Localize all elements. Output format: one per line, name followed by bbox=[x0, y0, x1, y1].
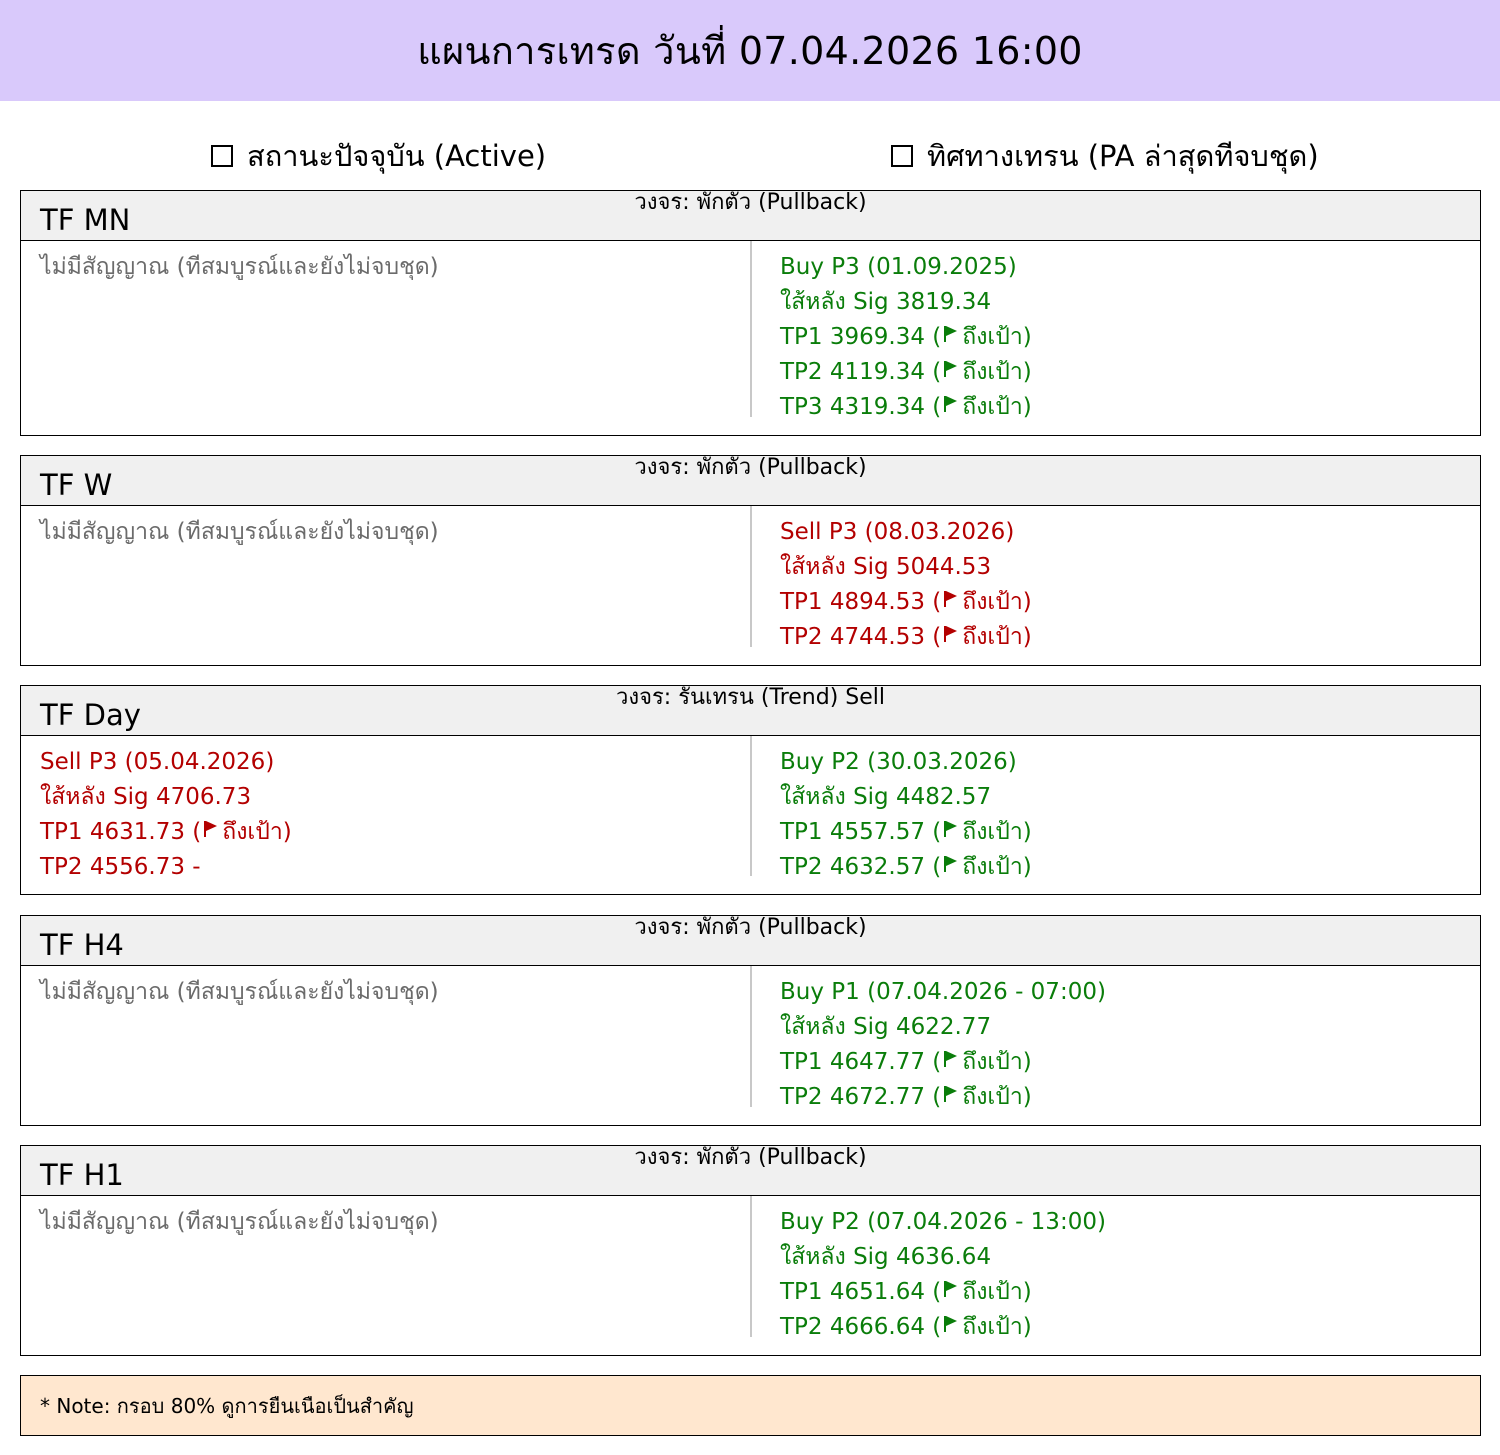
signal-text: TP1 4894.53 ( bbox=[780, 589, 942, 615]
signal-text: ใส้หลัง Sig 5044.53 bbox=[780, 554, 992, 580]
right-signal-column bbox=[780, 516, 1032, 656]
page-title: แผนการเทรด วันที่ 07.04.2026 16:00 bbox=[417, 29, 1083, 73]
signal-line bbox=[780, 321, 1032, 356]
signal-line bbox=[780, 1241, 1106, 1276]
signal-text: TP2 4672.77 ( bbox=[780, 1084, 942, 1110]
signal-text: ไม่มีสัญญาณ (ทีสมบูรณ์และยังไม่จบชุด) bbox=[40, 519, 439, 545]
signal-status: ถึงเป้า) bbox=[962, 394, 1032, 420]
section-body bbox=[21, 241, 1480, 437]
signal-text: Sell P3 (08.03.2026) bbox=[780, 519, 1015, 545]
column-divider bbox=[750, 506, 752, 647]
signal-status: ถึงเป้า) bbox=[962, 854, 1032, 880]
right-signal-column bbox=[780, 251, 1032, 426]
signal-status: ถึงเป้า) bbox=[962, 1084, 1032, 1110]
signal-text: Buy P3 (01.09.2025) bbox=[780, 254, 1017, 280]
signal-line bbox=[40, 781, 292, 816]
active-status-checkbox[interactable] bbox=[211, 145, 233, 167]
left-signal-column bbox=[40, 516, 439, 551]
signal-text: TP2 4632.57 ( bbox=[780, 854, 942, 880]
signal-line bbox=[780, 1046, 1106, 1081]
column-divider bbox=[750, 736, 752, 876]
signal-line bbox=[780, 1276, 1106, 1311]
signal-text: ใส้หลัง Sig 4622.77 bbox=[780, 1014, 992, 1040]
signal-text: TP1 4651.64 ( bbox=[780, 1279, 942, 1305]
signal-text: TP1 3969.34 ( bbox=[780, 324, 942, 350]
signal-text: ใส้หลัง Sig 4706.73 bbox=[40, 784, 252, 810]
flag-icon bbox=[943, 821, 957, 839]
signal-line bbox=[780, 621, 1032, 656]
signal-status: ถึงเป้า) bbox=[962, 819, 1032, 845]
right-signal-column bbox=[780, 1206, 1106, 1346]
signal-text: TP3 4319.34 ( bbox=[780, 394, 942, 420]
signal-text: TP1 4557.57 ( bbox=[780, 819, 942, 845]
section-header bbox=[21, 1146, 1480, 1196]
timeframe-name: TF MN bbox=[40, 203, 131, 237]
signal-line bbox=[40, 976, 439, 1011]
signal-line bbox=[780, 851, 1032, 886]
signal-text: ใส้หลัง Sig 4636.64 bbox=[780, 1244, 992, 1270]
right-signal-column bbox=[780, 976, 1106, 1116]
signal-text: Sell P3 (05.04.2026) bbox=[40, 749, 275, 775]
signal-line bbox=[40, 251, 439, 286]
timeframe-name: TF H4 bbox=[40, 928, 124, 962]
signal-line bbox=[40, 746, 292, 781]
section-body bbox=[21, 966, 1480, 1127]
signal-line bbox=[780, 781, 1032, 816]
signal-text: ใส้หลัง Sig 4482.57 bbox=[780, 784, 992, 810]
signal-line bbox=[780, 586, 1032, 621]
flag-icon bbox=[943, 1051, 957, 1069]
timeframe-name: TF W bbox=[40, 468, 113, 502]
flag-icon bbox=[943, 1086, 957, 1104]
left-signal-column bbox=[40, 976, 439, 1011]
signal-text: TP2 4119.34 ( bbox=[780, 359, 942, 385]
signal-line bbox=[40, 516, 439, 551]
signal-line bbox=[780, 251, 1032, 286]
signal-status: ถึงเป้า) bbox=[962, 589, 1032, 615]
flag-icon bbox=[943, 591, 957, 609]
signal-line bbox=[780, 516, 1032, 551]
signal-line bbox=[780, 1206, 1106, 1241]
cycle-label: วงจร: พักตัว (Pullback) bbox=[634, 190, 867, 215]
signal-line bbox=[780, 816, 1032, 851]
signal-line bbox=[780, 551, 1032, 586]
active-status-label: สถานะปัจจุบัน (Active) bbox=[247, 139, 547, 173]
section-4 bbox=[20, 1145, 1481, 1356]
signal-text: Buy P2 (07.04.2026 - 13:00) bbox=[780, 1209, 1106, 1235]
cycle-label: วงจร: พักตัว (Pullback) bbox=[634, 455, 867, 480]
timeframe-name: TF H1 bbox=[40, 1158, 124, 1192]
section-body bbox=[21, 506, 1480, 667]
section-header bbox=[21, 916, 1480, 966]
signal-line bbox=[780, 356, 1032, 391]
right-signal-column bbox=[780, 746, 1032, 886]
timeframe-name: TF Day bbox=[40, 698, 141, 732]
signal-status: ถึงเป้า) bbox=[222, 819, 292, 845]
cycle-label: วงจร: รันเทรน (Trend) Sell bbox=[615, 685, 886, 710]
signal-text: ไม่มีสัญญาณ (ทีสมบูรณ์และยังไม่จบชุด) bbox=[40, 1209, 439, 1235]
signal-status: ถึงเป้า) bbox=[962, 324, 1032, 350]
flag-icon bbox=[943, 1316, 957, 1334]
section-body bbox=[21, 736, 1480, 896]
signal-line bbox=[780, 286, 1032, 321]
section-3 bbox=[20, 915, 1481, 1126]
signal-line bbox=[780, 1011, 1106, 1046]
trend-direction-header bbox=[891, 133, 1319, 179]
flag-icon bbox=[943, 626, 957, 644]
signal-text: Buy P1 (07.04.2026 - 07:00) bbox=[780, 979, 1106, 1005]
trend-direction-label: ทิศทางเทรน (PA ล่าสุดทีจบชุด) bbox=[927, 139, 1319, 173]
signal-line bbox=[780, 746, 1032, 781]
left-signal-column bbox=[40, 746, 292, 886]
section-header bbox=[21, 686, 1480, 736]
signal-text: ไม่มีสัญญาณ (ทีสมบูรณ์และยังไม่จบชุด) bbox=[40, 979, 439, 1005]
signal-line bbox=[40, 816, 292, 851]
flag-icon bbox=[203, 821, 217, 839]
note-text: * Note: กรอบ 80% ดูการยืนเนือเป็นสำคัญ bbox=[40, 1393, 414, 1418]
active-status-header bbox=[211, 133, 546, 179]
signal-text: ใส้หลัง Sig 3819.34 bbox=[780, 289, 992, 315]
section-2 bbox=[20, 685, 1481, 895]
signal-status: ถึงเป้า) bbox=[962, 1049, 1032, 1075]
signal-status: ถึงเป้า) bbox=[962, 1314, 1032, 1340]
section-0 bbox=[20, 190, 1481, 436]
cycle-label: วงจร: พักตัว (Pullback) bbox=[634, 1145, 867, 1170]
section-header bbox=[21, 191, 1480, 241]
signal-status: ถึงเป้า) bbox=[962, 359, 1032, 385]
signal-line bbox=[780, 1081, 1106, 1116]
signal-text: TP2 4556.73 - bbox=[40, 854, 201, 880]
trend-direction-checkbox[interactable] bbox=[891, 145, 913, 167]
section-1 bbox=[20, 455, 1481, 666]
signal-line bbox=[40, 1206, 439, 1241]
flag-icon bbox=[943, 1281, 957, 1299]
cycle-label: วงจร: พักตัว (Pullback) bbox=[634, 915, 867, 940]
signal-line bbox=[780, 1311, 1106, 1346]
signal-line bbox=[40, 851, 292, 886]
signal-text: TP2 4666.64 ( bbox=[780, 1314, 942, 1340]
section-body bbox=[21, 1196, 1480, 1357]
signal-text: ไม่มีสัญญาณ (ทีสมบูรณ์และยังไม่จบชุด) bbox=[40, 254, 439, 280]
signal-text: TP1 4647.77 ( bbox=[780, 1049, 942, 1075]
flag-icon bbox=[943, 396, 957, 414]
page-header bbox=[0, 0, 1500, 101]
left-signal-column bbox=[40, 1206, 439, 1241]
signal-text: TP1 4631.73 ( bbox=[40, 819, 202, 845]
flag-icon bbox=[943, 856, 957, 874]
signal-status: ถึงเป้า) bbox=[962, 1279, 1032, 1305]
signal-text: TP2 4744.53 ( bbox=[780, 624, 942, 650]
column-divider bbox=[750, 241, 752, 417]
signal-line bbox=[780, 976, 1106, 1011]
signal-text: Buy P2 (30.03.2026) bbox=[780, 749, 1017, 775]
note-box bbox=[20, 1375, 1481, 1436]
signal-line bbox=[780, 391, 1032, 426]
signal-status: ถึงเป้า) bbox=[962, 624, 1032, 650]
section-header bbox=[21, 456, 1480, 506]
column-divider bbox=[750, 966, 752, 1107]
left-signal-column bbox=[40, 251, 439, 286]
flag-icon bbox=[943, 361, 957, 379]
flag-icon bbox=[943, 326, 957, 344]
column-divider bbox=[750, 1196, 752, 1337]
column-headers bbox=[0, 101, 1500, 190]
